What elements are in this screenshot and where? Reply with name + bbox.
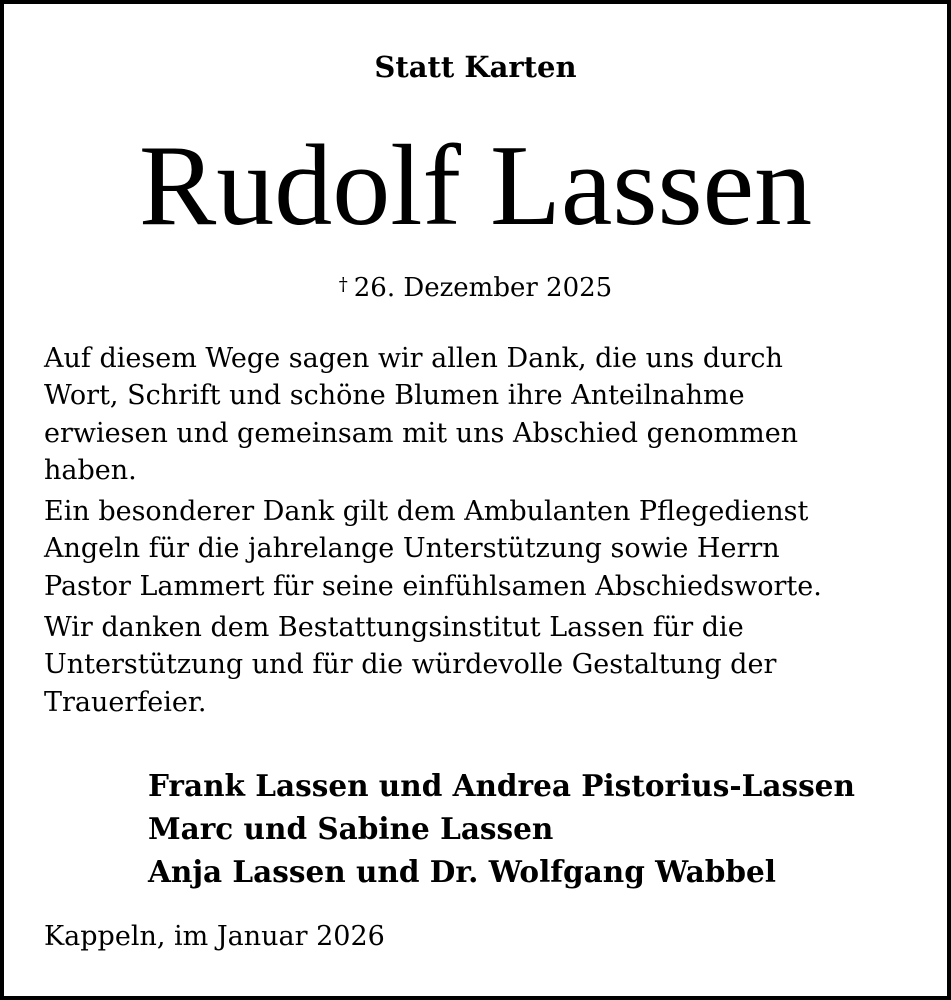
text-line: Trauerfeier. bbox=[44, 686, 207, 718]
text-line: Auf diesem Wege sagen wir allen Dank, die uns durch bbox=[44, 343, 783, 374]
text-line: Wort, Schrift und schöne Blumen ihre Anteilnahme bbox=[44, 380, 745, 412]
paragraph-thanks bbox=[44, 340, 924, 489]
death-date-line bbox=[4, 268, 947, 305]
death-date: 26. Dezember 2025 bbox=[353, 273, 613, 303]
text-line: erwiesen und gemeinsam mit uns Abschied genommen bbox=[44, 417, 799, 449]
text-line: haben. bbox=[44, 454, 137, 486]
text-line: Ein besonderer Dank gilt dem Ambulanten Pflegedienst bbox=[44, 496, 809, 528]
dagger-icon: † bbox=[338, 274, 348, 295]
signatory-line: Frank Lassen und Andrea Pistorius-Lassen bbox=[148, 768, 855, 803]
text-line: Angeln für die jahrelange Unterstützung sowie Herrn bbox=[44, 533, 780, 565]
place-date: Kappeln, im Januar 2026 bbox=[44, 921, 385, 952]
deceased-name: Rudolf Lassen bbox=[138, 122, 813, 250]
text-line: Pastor Lammert für seine einfühlsamen Abschiedsworte. bbox=[44, 570, 822, 602]
text-line: Unterstützung und für die würdevolle Gestaltung der bbox=[44, 649, 777, 681]
paragraph-special-thanks bbox=[44, 493, 924, 605]
signatory-line: Anja Lassen und Dr. Wolfgang Wabbel bbox=[148, 854, 776, 889]
text-line: Wir danken dem Bestattungsinstitut Lassen für die bbox=[44, 612, 744, 644]
notice-header: Statt Karten bbox=[374, 50, 577, 84]
paragraph-funeral-home bbox=[44, 609, 924, 721]
signatory-line: Marc und Sabine Lassen bbox=[148, 811, 554, 846]
signatories bbox=[148, 764, 938, 893]
thank-you-text bbox=[44, 340, 924, 721]
